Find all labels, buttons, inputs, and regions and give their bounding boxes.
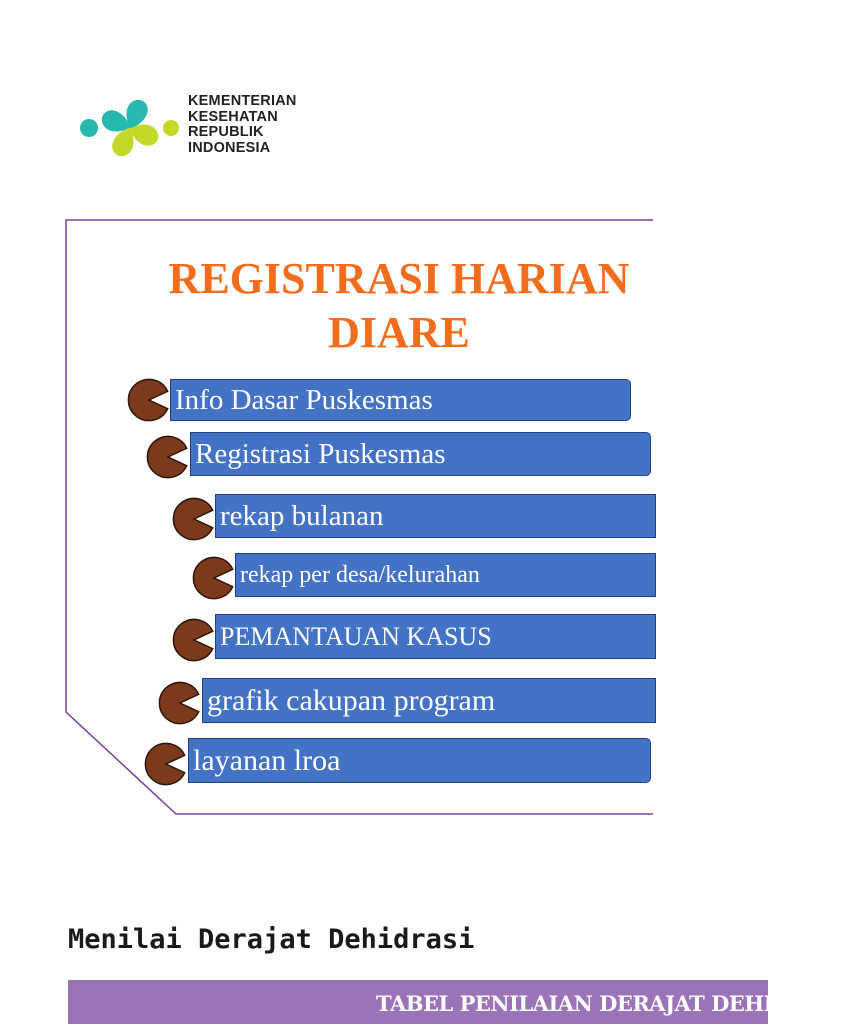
menu-bullet-icon <box>171 496 217 542</box>
menu-item-registrasi-puskesmas[interactable] <box>190 432 651 476</box>
menu-item-layanan-lroa[interactable] <box>188 738 651 783</box>
menu-item-rekap-bulanan[interactable] <box>215 494 656 538</box>
menu-item-label: layanan lroa <box>193 743 341 777</box>
ministry-name-line-3: REPUBLIK <box>188 124 264 140</box>
ministry-name-line-1: KEMENTERIAN <box>188 93 297 109</box>
menu-item-bar <box>190 432 651 476</box>
menu-item-info-dasar-puskesmas[interactable] <box>170 379 631 421</box>
page-title-line-1: REGISTRASI HARIAN <box>168 254 630 303</box>
menu-item-bar <box>202 678 656 723</box>
menu-bullet-icon <box>143 741 189 787</box>
section-heading: Menilai Derajat Dehidrasi <box>68 924 475 955</box>
menu-item-label: Info Dasar Puskesmas <box>175 383 433 416</box>
ministry-name-line-2: KESEHATAN <box>188 108 278 125</box>
menu-bullet-icon <box>126 377 172 423</box>
page-title-line-2: DIARE <box>328 308 470 357</box>
menu-item-grafik-cakupan-program[interactable] <box>202 678 656 723</box>
menu-bullet-icon <box>191 555 237 601</box>
menu-item-pemantauan-kasus[interactable] <box>215 614 656 659</box>
menu-item-rekap-per-desa-kelurahan[interactable] <box>235 553 656 597</box>
menu-bullet-icon <box>171 617 217 663</box>
ministry-name <box>188 94 297 156</box>
menu-item-bar <box>215 614 656 659</box>
menu-item-bar <box>188 738 651 783</box>
menu-item-label: rekap per desa/kelurahan <box>240 561 480 588</box>
menu-item-label: rekap bulanan <box>220 499 384 532</box>
ministry-name-line-4: INDONESIA <box>188 139 271 156</box>
menu-bullet-icon <box>157 680 203 726</box>
kemenkes-logo-icon <box>80 84 180 174</box>
menu-item-bar <box>170 379 631 421</box>
menu-item-label: Registrasi Puskesmas <box>195 437 446 470</box>
menu-bullet-icon <box>145 434 191 480</box>
table-header-banner <box>68 980 847 1024</box>
menu-item-bar <box>215 494 656 538</box>
menu-item-label: grafik cakupan program <box>207 683 496 717</box>
menu-item-label: PEMANTAUAN KASUS <box>220 621 492 651</box>
table-title: TABEL PENILAIAN DERAJAT DEHIDRASI <box>376 991 847 1016</box>
menu-item-bar <box>235 553 656 597</box>
kemenkes-logo <box>80 84 340 174</box>
